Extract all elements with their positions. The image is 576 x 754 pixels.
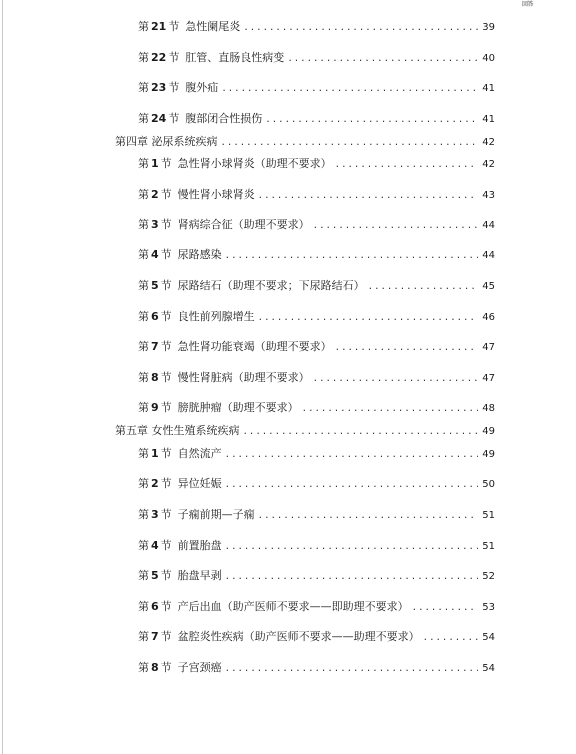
section-suffix: 节 xyxy=(160,310,172,323)
section-digit: 8 xyxy=(151,661,159,674)
page-number: 39 xyxy=(482,22,495,33)
section-suffix: 节 xyxy=(160,569,172,582)
section-number xyxy=(138,371,172,385)
toc-section-entry[interactable] xyxy=(138,539,495,553)
dot-leader xyxy=(287,52,478,66)
dot-leader xyxy=(313,372,478,386)
section-number xyxy=(138,248,172,262)
page-number: 41 xyxy=(482,83,495,94)
toc-section-entry[interactable] xyxy=(138,51,495,65)
page-number: 47 xyxy=(482,373,495,384)
page-number: 51 xyxy=(482,541,495,552)
entry-title: 尿路结石（助理不要求；下尿路结石） xyxy=(177,279,365,292)
section-digit: 4 xyxy=(151,539,159,552)
section-suffix: 节 xyxy=(168,20,180,33)
entry-title: 良性前列腺增生 xyxy=(177,310,255,323)
dot-leader xyxy=(258,509,478,523)
entry-title: 盆腔炎性疾病（助产医师不要求——助理不要求） xyxy=(177,630,420,643)
section-digit: 23 xyxy=(151,81,167,94)
dot-leader xyxy=(313,219,478,233)
entry-title: 急性阑尾炎 xyxy=(185,20,241,33)
section-digit: 21 xyxy=(151,20,167,33)
page-number: 44 xyxy=(482,220,495,231)
section-prefix: 第 xyxy=(138,218,149,231)
section-prefix: 第 xyxy=(138,81,149,94)
page-number: 54 xyxy=(482,632,495,643)
page-number: 44 xyxy=(482,250,495,261)
section-suffix: 节 xyxy=(160,218,172,231)
dot-leader xyxy=(225,570,478,584)
section-digit: 5 xyxy=(151,279,159,292)
entry-title: 子宫颈癌 xyxy=(177,661,222,674)
page-number: 42 xyxy=(482,137,495,148)
section-number xyxy=(138,51,179,65)
section-digit: 2 xyxy=(151,477,159,490)
toc-chapter-entry[interactable] xyxy=(115,424,495,438)
section-suffix: 节 xyxy=(160,600,172,613)
section-suffix: 节 xyxy=(160,279,172,292)
section-digit: 9 xyxy=(151,401,159,414)
entry-title: 慢性肾脏病（助理不要求） xyxy=(177,371,310,384)
dot-leader xyxy=(423,631,478,645)
section-prefix: 第 xyxy=(138,279,149,292)
section-prefix: 第 xyxy=(138,600,149,613)
entry-title: 自然流产 xyxy=(177,447,222,460)
entry-title: 肾病综合征（助理不要求） xyxy=(177,218,310,231)
dot-leader xyxy=(265,113,478,127)
dot-leader xyxy=(243,21,478,35)
toc-chapter-entry[interactable] xyxy=(115,135,495,149)
section-digit: 8 xyxy=(151,371,159,384)
section-suffix: 节 xyxy=(160,539,172,552)
entry-title: 膀胱肿瘤（助理不要求） xyxy=(177,401,299,414)
section-suffix: 节 xyxy=(160,188,172,201)
dot-leader xyxy=(243,425,479,439)
entry-title: 慢性肾小球肾炎 xyxy=(177,188,255,201)
entry-title: 子痫前期—子痫 xyxy=(177,508,255,521)
toc-section-entry[interactable] xyxy=(138,20,495,34)
section-number xyxy=(138,218,172,232)
page-number: 48 xyxy=(482,403,495,414)
section-digit: 5 xyxy=(151,569,159,582)
toc-section-entry[interactable] xyxy=(138,401,495,415)
dot-leader xyxy=(302,402,478,416)
section-suffix: 节 xyxy=(168,81,180,94)
entry-title: 腹部闭合性损伤 xyxy=(185,112,263,125)
section-number xyxy=(138,20,179,34)
section-digit: 7 xyxy=(151,630,159,643)
entry-title: 急性肾小球肾炎（助理不要求） xyxy=(177,157,332,170)
dot-leader xyxy=(221,82,478,96)
toc-section-entry[interactable] xyxy=(138,112,495,126)
page-number: 46 xyxy=(482,312,495,323)
section-suffix: 节 xyxy=(160,248,172,261)
dot-leader xyxy=(335,158,478,172)
section-digit: 22 xyxy=(151,51,167,64)
page-number: 53 xyxy=(482,602,495,613)
section-prefix: 第 xyxy=(138,112,149,125)
toc-section-entry[interactable] xyxy=(138,340,495,354)
toc-section-entry[interactable] xyxy=(138,477,495,491)
section-digit: 7 xyxy=(151,340,159,353)
section-suffix: 节 xyxy=(168,112,180,125)
toc-section-entry[interactable] xyxy=(138,630,495,644)
section-number xyxy=(138,188,172,202)
page-number: 49 xyxy=(482,426,495,437)
entry-title: 尿路感染 xyxy=(177,248,222,261)
toc-section-entry[interactable] xyxy=(138,600,495,614)
section-number xyxy=(138,340,172,354)
section-digit: 3 xyxy=(151,508,159,521)
dot-leader xyxy=(225,478,478,492)
section-prefix: 第 xyxy=(138,539,149,552)
section-suffix: 节 xyxy=(160,630,172,643)
section-number xyxy=(138,447,172,461)
entry-title: 胎盘早剥 xyxy=(177,569,222,582)
toc-section-entry[interactable] xyxy=(138,188,495,202)
entry-title: 前置胎盘 xyxy=(177,539,222,552)
entry-title: 腹外疝 xyxy=(185,81,219,94)
page-number: 49 xyxy=(482,449,495,460)
page-number: 41 xyxy=(482,114,495,125)
section-digit: 24 xyxy=(151,112,167,125)
dot-leader xyxy=(368,280,478,294)
dot-leader xyxy=(335,341,478,355)
page-number: 42 xyxy=(482,159,495,170)
section-number xyxy=(138,569,172,583)
section-number xyxy=(138,157,172,171)
section-digit: 6 xyxy=(151,310,159,323)
section-number xyxy=(138,600,172,614)
entry-title: 急性肾功能衰竭（助理不要求） xyxy=(177,340,332,353)
section-prefix: 第 xyxy=(138,569,149,582)
section-number xyxy=(138,81,179,95)
section-prefix: 第 xyxy=(138,477,149,490)
section-digit: 6 xyxy=(151,600,159,613)
entry-title: 第四章 泌尿系统疾病 xyxy=(115,135,218,148)
toc-section-entry[interactable] xyxy=(138,661,495,675)
section-digit: 3 xyxy=(151,218,159,231)
dot-leader xyxy=(225,448,478,462)
toc-section-entry[interactable] xyxy=(138,157,495,171)
dot-leader xyxy=(412,601,478,615)
section-suffix: 节 xyxy=(160,477,172,490)
toc-section-entry[interactable] xyxy=(138,569,495,583)
section-number xyxy=(138,279,172,293)
section-prefix: 第 xyxy=(138,661,149,674)
page-number: 51 xyxy=(482,510,495,521)
dot-leader xyxy=(258,189,478,203)
page-number: 47 xyxy=(482,342,495,353)
section-number xyxy=(138,630,172,644)
section-suffix: 节 xyxy=(160,371,172,384)
section-suffix: 节 xyxy=(168,51,180,64)
page-number: 40 xyxy=(482,53,495,64)
toc-section-entry[interactable] xyxy=(138,81,495,95)
section-number xyxy=(138,401,172,415)
section-prefix: 第 xyxy=(138,51,149,64)
section-prefix: 第 xyxy=(138,630,149,643)
dot-leader xyxy=(225,249,478,263)
section-prefix: 第 xyxy=(138,401,149,414)
section-suffix: 节 xyxy=(160,508,172,521)
section-prefix: 第 xyxy=(138,508,149,521)
entry-title: 肛管、直肠良性病变 xyxy=(185,51,285,64)
section-number xyxy=(138,661,172,675)
entry-title: 异位妊娠 xyxy=(177,477,222,490)
toc-section-entry[interactable] xyxy=(138,371,495,385)
toc-section-entry[interactable] xyxy=(138,248,495,262)
section-digit: 2 xyxy=(151,188,159,201)
section-prefix: 第 xyxy=(138,447,149,460)
section-prefix: 第 xyxy=(138,157,149,170)
section-suffix: 节 xyxy=(160,340,172,353)
page-number: 43 xyxy=(482,190,495,201)
dot-leader xyxy=(221,136,479,150)
dot-leader xyxy=(258,311,478,325)
section-digit: 1 xyxy=(151,157,159,170)
toc-section-entry[interactable] xyxy=(138,447,495,461)
section-number xyxy=(138,539,172,553)
section-suffix: 节 xyxy=(160,157,172,170)
section-number xyxy=(138,112,179,126)
section-suffix: 节 xyxy=(160,447,172,460)
section-suffix: 节 xyxy=(160,661,172,674)
section-suffix: 节 xyxy=(160,401,172,414)
dot-leader xyxy=(225,662,478,676)
section-number xyxy=(138,508,172,522)
toc-section-entry[interactable] xyxy=(138,279,495,293)
section-digit: 4 xyxy=(151,248,159,261)
page-number: 52 xyxy=(482,571,495,582)
toc-section-entry[interactable] xyxy=(138,508,495,522)
section-prefix: 第 xyxy=(138,20,149,33)
page-number: 54 xyxy=(482,663,495,674)
section-number xyxy=(138,477,172,491)
section-digit: 1 xyxy=(151,447,159,460)
toc-section-entry[interactable] xyxy=(138,218,495,232)
section-number xyxy=(138,310,172,324)
corner-mark: 回答 xyxy=(522,1,534,8)
section-prefix: 第 xyxy=(138,340,149,353)
section-prefix: 第 xyxy=(138,248,149,261)
entry-title: 产后出血（助产医师不要求——即助理不要求） xyxy=(177,600,409,613)
page-number: 45 xyxy=(482,281,495,292)
section-prefix: 第 xyxy=(138,371,149,384)
toc-section-entry[interactable] xyxy=(138,310,495,324)
entry-title: 第五章 女性生殖系统疾病 xyxy=(115,424,240,437)
dot-leader xyxy=(225,540,478,554)
section-prefix: 第 xyxy=(138,310,149,323)
section-prefix: 第 xyxy=(138,188,149,201)
page-number: 50 xyxy=(482,479,495,490)
